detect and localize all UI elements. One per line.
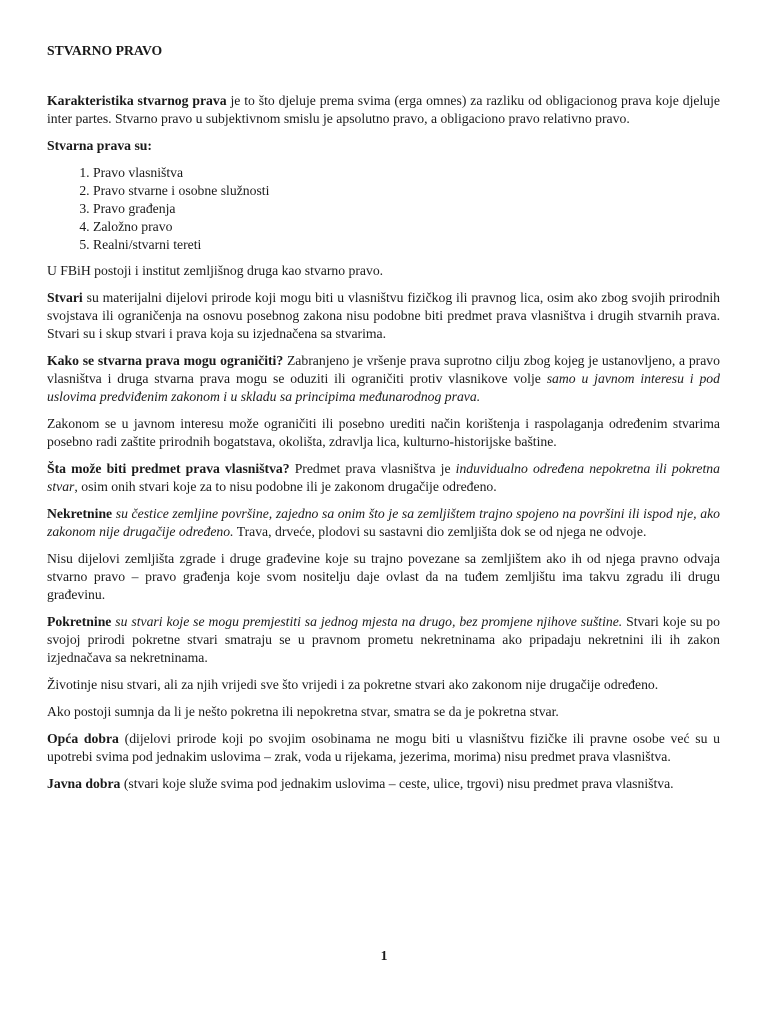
term-nekretnine: Nekretnine (47, 506, 113, 521)
paragraph-fbih: U FBiH postoji i institut zemljišnog druga kao stvarno pravo. (47, 263, 384, 278)
paragraph-pokretnine: Pokretnine su stvari koje se mogu premjestiti sa jednog mjesta na drugo, bez promjene njihove suštine. Stvari koje su po svojoj prirodi pokretne stvari smatraju se u pravnom prometu nekretninama ako pripadaju nekretnini ili ih zakon izjednačava sa nekretninama. (47, 614, 720, 665)
list-item: 1. Pravo vlasništva (93, 164, 720, 182)
term-pokretnine: Pokretnine (47, 614, 112, 629)
paragraph-buildings: Nisu dijelovi zemljišta zgrade i druge građevine koje su trajno povezane sa zemljištem ako ih od njega pravno odvaja stvarno pravo – pravo građenja koje svom nositelju daje ovlast da na tuđem zemljištu ima takvu zgradu ili drugu građevinu. (47, 551, 720, 602)
paragraph-nekretnine: Nekretnine su čestice zemljine površine, zajedno sa onim što je sa zemljištem trajno spojeno na površini ili ispod nje, ako zakonom nije drugačije određeno. Trava, drveće, plodovi su sastavni dio zemljišta dok se od njega ne odvoje. (47, 506, 720, 539)
paragraph-ownership-subject: Šta može biti predmet prava vlasništva? Predmet prava vlasništva je induvidualno određena nepokretna ili pokretna stvar, osim onih stvari koje za to nisu podobne ili je zakonom drugačije određeno. (47, 461, 720, 494)
term-stvari: Stvari (47, 290, 83, 305)
document-title: STVARNO PRAVO (47, 43, 163, 58)
term-characteristics: Karakteristika stvarnog prava (47, 93, 227, 108)
paragraph-characteristics: Karakteristika stvarnog prava je to što djeluje prema svima (erga omnes) za razliku od obligacionog prava koje djeluje inter partes. Stvarno pravo u subjektivnom smislu je apsolutno pravo, a obligaciono pravo relativno pravo. (47, 93, 720, 126)
rights-heading: Stvarna prava su: (47, 138, 152, 153)
paragraph-public-goods: Javna dobra (stvari koje služe svima pod jednakim uslovima – ceste, ulice, trgovi) nisu predmet prava vlasništva. (47, 776, 674, 791)
list-item: 4. Založno pravo (93, 218, 720, 236)
page-number: 1 (380, 948, 388, 963)
paragraph-stvari: Stvari su materijalni dijelovi prirode koji mogu biti u vlasništvu fizičkog ili pravnog lica, osim ako zbog svojih prirodnih svojstava ili ograničenja na osnovu posebnog zakona nisu podobne biti predmet prava vlasništva i drugih stvarnih prava. Stvari su i skup stvari i prava koja su izjednačena sa stvarima. (47, 290, 720, 341)
list-item: 3. Pravo građenja (93, 200, 720, 218)
term-ownership-subject: Šta može biti predmet prava vlasništva? (47, 461, 290, 476)
list-item: 5. Realni/stvarni tereti (93, 236, 720, 254)
paragraph-doubt: Ako postoji sumnja da li je nešto pokretna ili nepokretna stvar, smatra se da je pokretna stvar. (47, 704, 559, 719)
term-public-goods: Javna dobra (47, 776, 121, 791)
paragraph-common-goods: Opća dobra (dijelovi prirode koji po svojim osobinama ne mogu biti u vlasništvu fizičke ili pravne osobe već su u upotrebi svima pod jednakim uslovima – zrak, voda u rijekama, jezerima, morima) nisu predmet prava vlasništva. (47, 731, 720, 764)
paragraph-public-interest: Zakonom se u javnom interesu može ograničiti ili posebno urediti način korištenja i raspolaganja određenim stvarima posebno radi zaštite prirodnih bogatstava, okolišta, zdravlja lica, kulturno-historijske baštine. (47, 416, 720, 449)
paragraph-animals: Životinje nisu stvari, ali za njih vrijedi sve što vrijedi i za pokretne stvari ako zakonom nije drugačije određeno. (47, 677, 659, 692)
term-limitations: Kako se stvarna prava mogu ograničiti? (47, 353, 284, 368)
term-common-goods: Opća dobra (47, 731, 119, 746)
list-item: 2. Pravo stvarne i osobne služnosti (93, 182, 720, 200)
rights-list (47, 164, 720, 254)
paragraph-limitations: Kako se stvarna prava mogu ograničiti? Zabranjeno je vršenje prava suprotno cilju zbog kojeg je ustanovljeno, a pravo vlasništva i druga stvarna prava mogu se oduziti ili ograničiti protiv vlasnikove volje samo u javnom interesu i pod uslovima predviđenim zakonom i u skladu sa principima međunarodnog prava. (47, 353, 720, 404)
